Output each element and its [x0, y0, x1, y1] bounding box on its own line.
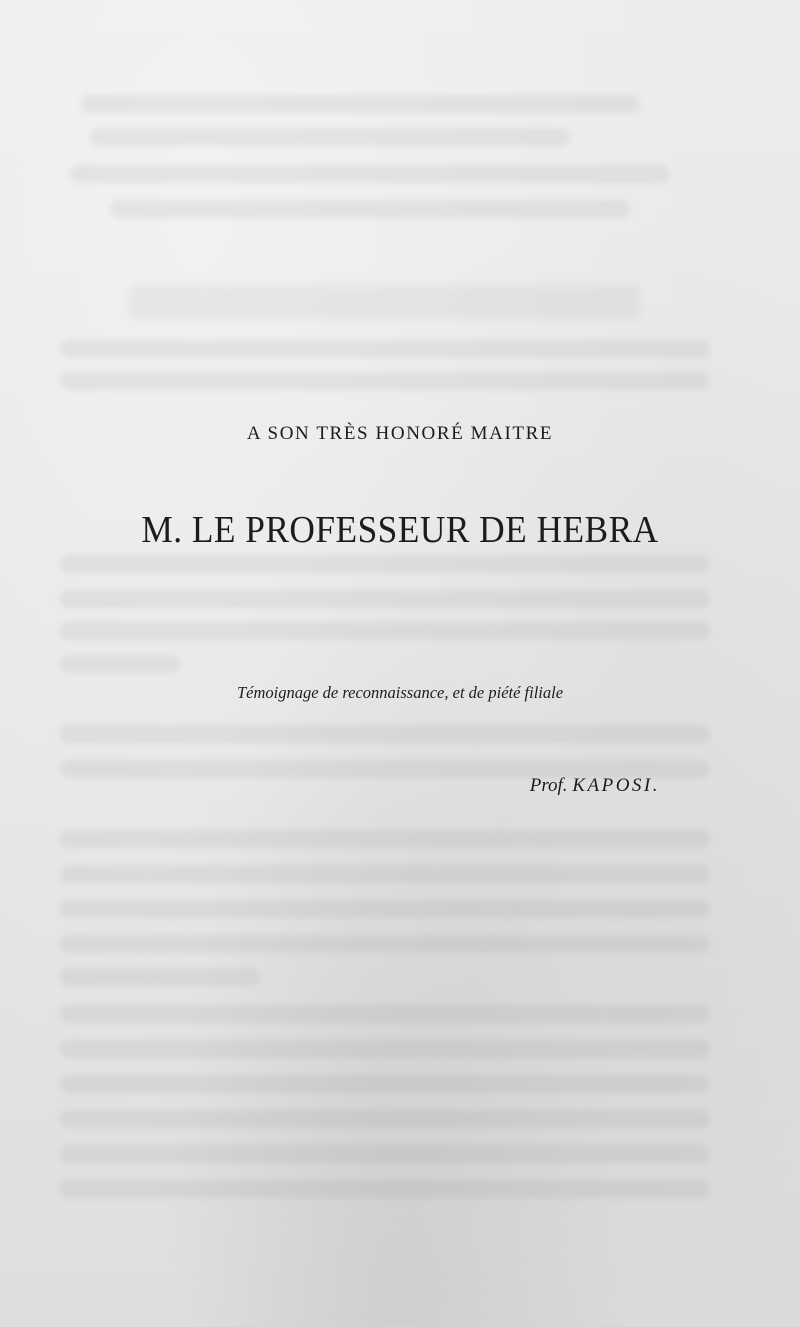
show-through-line [60, 1145, 710, 1163]
show-through-line [60, 725, 710, 743]
show-through-heading [130, 285, 640, 319]
signature-title: Prof. [529, 775, 568, 796]
show-through-line [60, 865, 710, 883]
show-through-line [60, 1005, 710, 1023]
show-through-line [60, 655, 180, 673]
show-through-line [60, 1180, 710, 1198]
honoree-name: M. LE PROFESSEUR DE HEBRA [141, 509, 659, 551]
show-through-line [70, 165, 670, 183]
show-through-line [90, 128, 570, 146]
show-through-line [60, 340, 710, 358]
show-through-line [60, 590, 710, 608]
show-through-line [60, 622, 710, 640]
signature-surname: KAPOSI. [572, 775, 660, 796]
show-through-line [60, 372, 710, 390]
show-through-line [60, 1110, 710, 1128]
show-through-line [60, 900, 710, 918]
dedication-to-line: A SON TRÈS HONORÉ MAITRE [246, 423, 554, 444]
show-through-line [80, 95, 640, 113]
tribute-line: Témoignage de reconnaissance, et de piété filiale [236, 683, 564, 702]
author-signature [0, 775, 660, 797]
show-through-line [60, 968, 260, 986]
show-through-line [110, 200, 630, 218]
show-through-line [60, 1075, 710, 1093]
show-through-line [60, 830, 710, 848]
show-through-line [60, 935, 710, 953]
show-through-line [60, 1040, 710, 1058]
show-through-line [60, 555, 710, 573]
